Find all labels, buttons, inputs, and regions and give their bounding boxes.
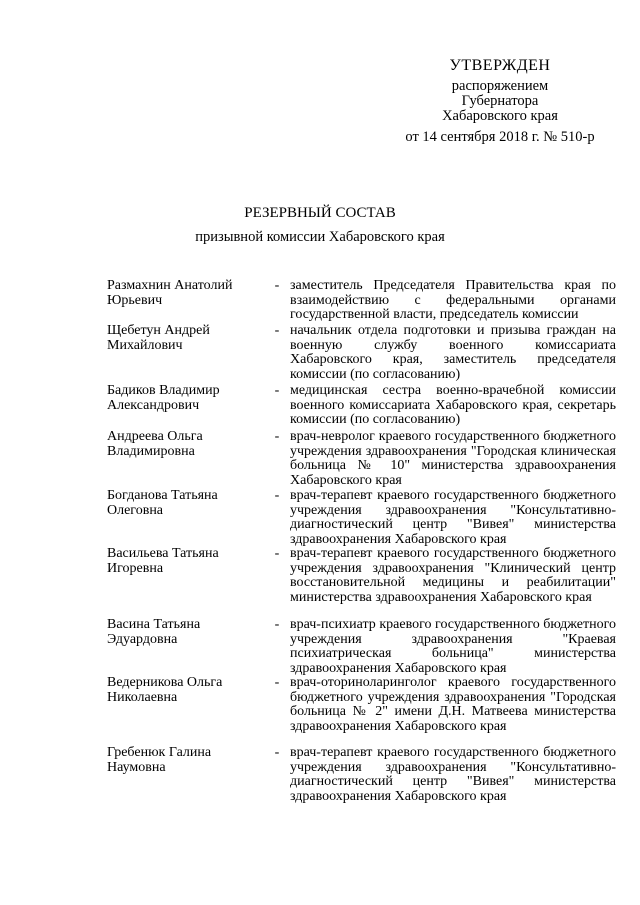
member-role: врач-терапевт краевого государственного бюджетного учреждения здравоохранения "Клинический центр восстановительной медицины и реабилитации" министерства здравоохранения Хабаровского края	[290, 546, 616, 605]
member-name: Васильева Татьяна Игоревна	[107, 546, 219, 576]
member-dash: -	[274, 429, 280, 444]
member-role: врач-психиатр краевого государственного бюджетного учреждения здравоохранения "Краевая психиатрическая больница" министерства здравоохранения Хабаровского края	[290, 617, 616, 676]
member-name: Богданова Татьяна Олеговна	[107, 488, 218, 518]
approval-line-1: распоряжением	[451, 78, 549, 94]
document-subtitle: призывной комиссии Хабаровского края	[195, 229, 445, 245]
member-dash: -	[274, 278, 280, 293]
member-name: Васина Татьяна Эдуардовна	[107, 617, 201, 647]
member-dash: -	[274, 745, 280, 760]
approval-date: от 14 сентября 2018 г. № 510-р	[405, 129, 595, 145]
approval-block	[380, 58, 620, 145]
member-dash: -	[274, 617, 280, 632]
member-role: заместитель Председателя Правительства края по взаимодействию с федеральными органами государственной власти, председатель комиссии	[290, 278, 616, 323]
member-dash: -	[274, 383, 280, 398]
member-dash: -	[274, 488, 280, 503]
member-name: Андреева Ольга Владимировна	[107, 429, 203, 459]
member-role: врач-терапевт краевого государственного бюджетного учреждения здравоохранения "Консультативно-диагностический центр "Вивея" министерства здравоохранения Хабаровского края	[290, 745, 616, 804]
member-name: Бадиков Владимир Александрович	[107, 383, 220, 413]
member-dash: -	[274, 323, 280, 338]
member-role: начальник отдела подготовки и призыва граждан на военную службу военного комиссариата Хабаровского края, заместитель председателя комиссии (по согласованию)	[290, 323, 616, 382]
member-dash: -	[274, 546, 280, 561]
member-name: Ведерникова Ольга Николаевна	[107, 675, 223, 705]
member-dash: -	[274, 675, 280, 690]
approval-title: УТВЕРЖДЕН	[449, 57, 551, 74]
member-name: Гребенюк Галина Наумовна	[107, 745, 212, 775]
member-role: врач-оториноларинголог краевого государственного бюджетного учреждения здравоохранения "Городская больница № 2" имени Д.Н. Матвеева министерства здравоохранения Хабаровского края	[290, 675, 616, 734]
member-name: Щебетун Андрей Михайлович	[107, 323, 210, 353]
member-role: врач-терапевт краевого государственного бюджетного учреждения здравоохранения "Консультативно-диагностический центр "Вивея" министерства здравоохранения Хабаровского края	[290, 488, 616, 547]
approval-line-3: Хабаровского края	[442, 108, 558, 124]
member-role: врач-невролог краевого государственного бюджетного учреждения здравоохранения "Городская клиническая больница № 10" министерства здравоохранения Хабаровского края	[290, 429, 616, 488]
member-role: медицинская сестра военно-врачебной комиссии военного комиссариата Хабаровского края, секретарь комиссии (по согласованию)	[290, 383, 616, 428]
member-name: Размахнин Анатолий Юрьевич	[107, 278, 233, 308]
document-title: РЕЗЕРВНЫЙ СОСТАВ	[244, 205, 396, 221]
approval-line-2: Губернатора	[461, 93, 539, 109]
